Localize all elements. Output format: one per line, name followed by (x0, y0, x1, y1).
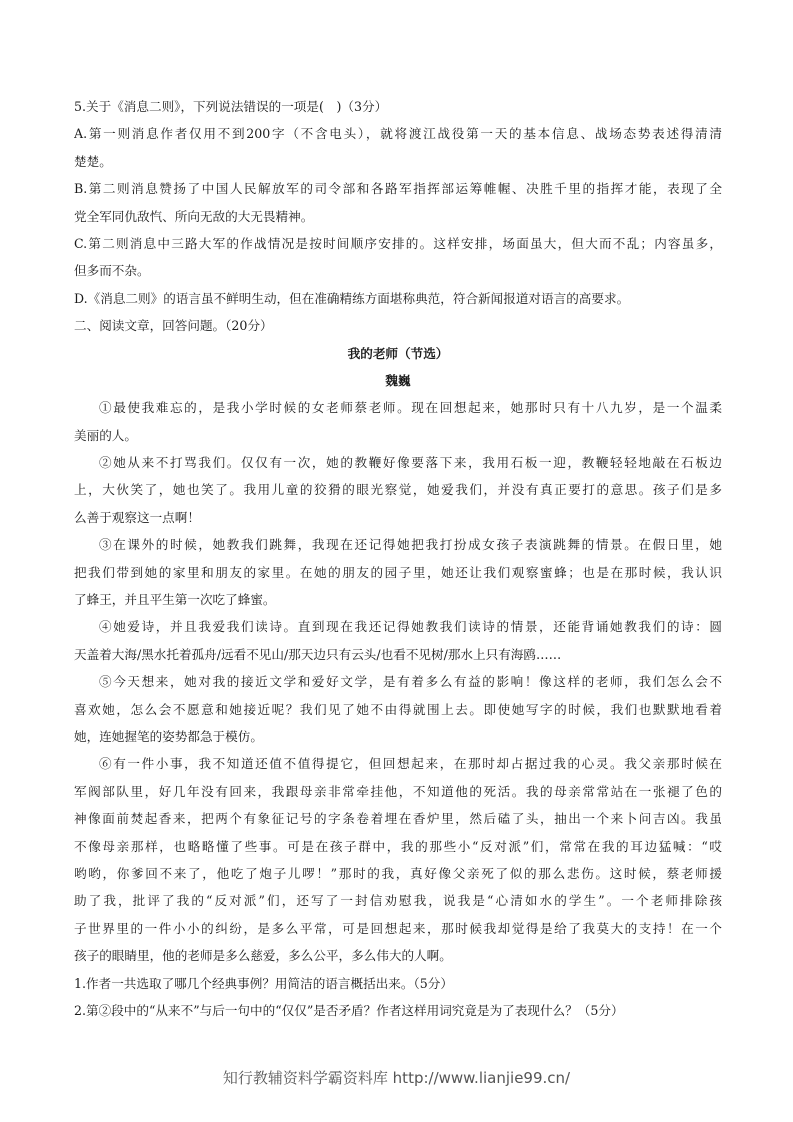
paragraph-1 (74, 394, 722, 449)
paragraph-line: 喜欢她，怎么会不愿意和她接近呢？我们见了她不由得就围上去。即使她写字的时候，我们也默默地看着 (74, 701, 722, 717)
option-a-line-2: 楚楚。 (74, 153, 112, 169)
paragraph-line: ⑥有一件小事，我不知道还值不值得提它，但回想起来，在那时却占据过我的心灵。我父亲那时候在 (99, 756, 722, 772)
paragraph-line: 上，大伙笑了，她也笑了。我用儿童的狡猾的眼光察觉，她爱我们，并没有真正要打的意思。孩子们是多 (74, 482, 722, 498)
article-title: 我的老师（节选） (347, 345, 449, 361)
paragraph-line: ②她从来不打骂我们。仅仅有一次，她的教鞭好像要落下来，我用石板一迎，教鞭轻轻地敲在石板边 (99, 455, 722, 471)
footer-watermark: 知行教辅资料学霸资料库 http://www.lianjie99.cn/ (222, 1069, 571, 1087)
paragraph-line: 把我们带到她的家里和朋友的家里。在她的朋友的园子里，她还让我们观察蜜蜂；也是在那时候，我认识 (74, 564, 722, 580)
paragraph-line: 么善于观察这一点啊！ (74, 509, 200, 525)
paragraph-line: 孩子的眼睛里，他的老师是多么慈爱，多么公平，多么伟大的人啊。 (74, 948, 452, 964)
paragraph-3 (74, 531, 722, 613)
option-c-line-1: C.第二则消息中三路大军的作战情况是按时间顺序安排的。这样安排，场面虽大，但大而不乱；内容虽多， (74, 235, 722, 251)
document-body (74, 93, 722, 1024)
option-b-line-1: B.第二则消息赞扬了中国人民解放军的司令部和各路军指挥部运筹帷幄、决胜千里的指挥才能，表现了全 (74, 181, 722, 197)
paragraph-line: ①最使我难忘的，是我小学时候的女老师蔡老师。现在回想起来，她那时只有十八九岁，是一个温柔 (99, 400, 722, 416)
option-a-line-1: A.第一则消息作者仅用不到200字（不含电头），就将渡江战役第一天的基本信息、战场态势表述得清清 (74, 126, 722, 142)
option-d-line-1: D.《消息二则》的语言虽不鲜明生动，但在准确精练方面堪称典范，符合新闻报道对语言的高要求。 (74, 290, 630, 306)
option-b-line-2: 党全军同仇敌忾、所向无敌的大无畏精神。 (74, 208, 314, 224)
paragraph-line: ③在课外的时候，她教我们跳舞，我现在还记得她把我打扮成女孩子表演跳舞的情景。在假日里，她 (99, 537, 722, 553)
paragraph-line: 子世界里的一件小小的纠纷，是多么平常，可是回想起来，那时候我却觉得是给了我莫大的支持！在一个 (74, 920, 722, 936)
paragraph-line: ⑤今天想来，她对我的接近文学和爱好文学，是有着多么有益的影响！像这样的老师，我们怎么会不 (99, 674, 722, 690)
section-heading: 二、阅读文章，回答问题。（20分） (74, 318, 273, 334)
paragraph-4 (74, 613, 722, 668)
paragraph-5 (74, 668, 722, 750)
paragraph-line: ④她爱诗，并且我爱我们读诗。直到现在我还记得她教我们读诗的情景，还能背诵她教我们的诗：圆 (99, 619, 722, 635)
paragraph-2 (74, 449, 722, 531)
paragraph-line: 天盖着大海/黑水托着孤舟/远看不见山/那天边只有云头/也看不见树/那水上只有海鸥…… (74, 646, 562, 662)
paragraph-line: 哟哟，你爹回不来了，他吃了炮子儿啰！”那时的我，真好像父亲死了似的那么悲伤。这时候，蔡老师援 (74, 865, 722, 881)
question-5-stem: 5.关于《消息二则》，下列说法错误的一项是( )（3分） (74, 99, 388, 114)
paragraph-line: 美丽的人。 (74, 427, 137, 443)
paragraph-line: 不像母亲那样，也略略懂了些事。可是在孩子群中，我的那些小“反对派”们，常常在我的耳边猛喊：“哎 (74, 838, 722, 854)
paragraph-line: 助了我，批评了我的“反对派”们，还写了一封信劝慰我，说我是“心清如水的学生”。一个老师排除孩 (74, 893, 722, 909)
question-2: 2.第②段中的“从来不”与后一句中的“仅仅”是否矛盾？作者这样用词究竟是为了表现什么？（5分） (74, 1002, 624, 1018)
paragraph-6 (74, 750, 722, 969)
option-c-line-2: 但多而不杂。 (74, 263, 150, 279)
paragraph-line: 了蜂王，并且平生第一次吃了蜂蜜。 (74, 592, 276, 608)
paragraph-line: 她，连她握笔的姿势都急于模仿。 (74, 728, 263, 744)
paragraph-line: 军阀部队里，好几年没有回来，我跟母亲非常牵挂他，不知道他的死活。我的母亲常常站在一张褪了色的 (74, 783, 722, 799)
article-author: 魏巍 (385, 372, 411, 388)
paragraph-line: 神像面前焚起香来，把两个有象征记号的字条卷着埋在香炉里，然后磕了头，抽出一个来卜问吉凶。我虽 (74, 811, 722, 827)
question-1: 1.作者一共选取了哪几个经典事例？用简洁的语言概括出来。（5分） (74, 975, 453, 991)
